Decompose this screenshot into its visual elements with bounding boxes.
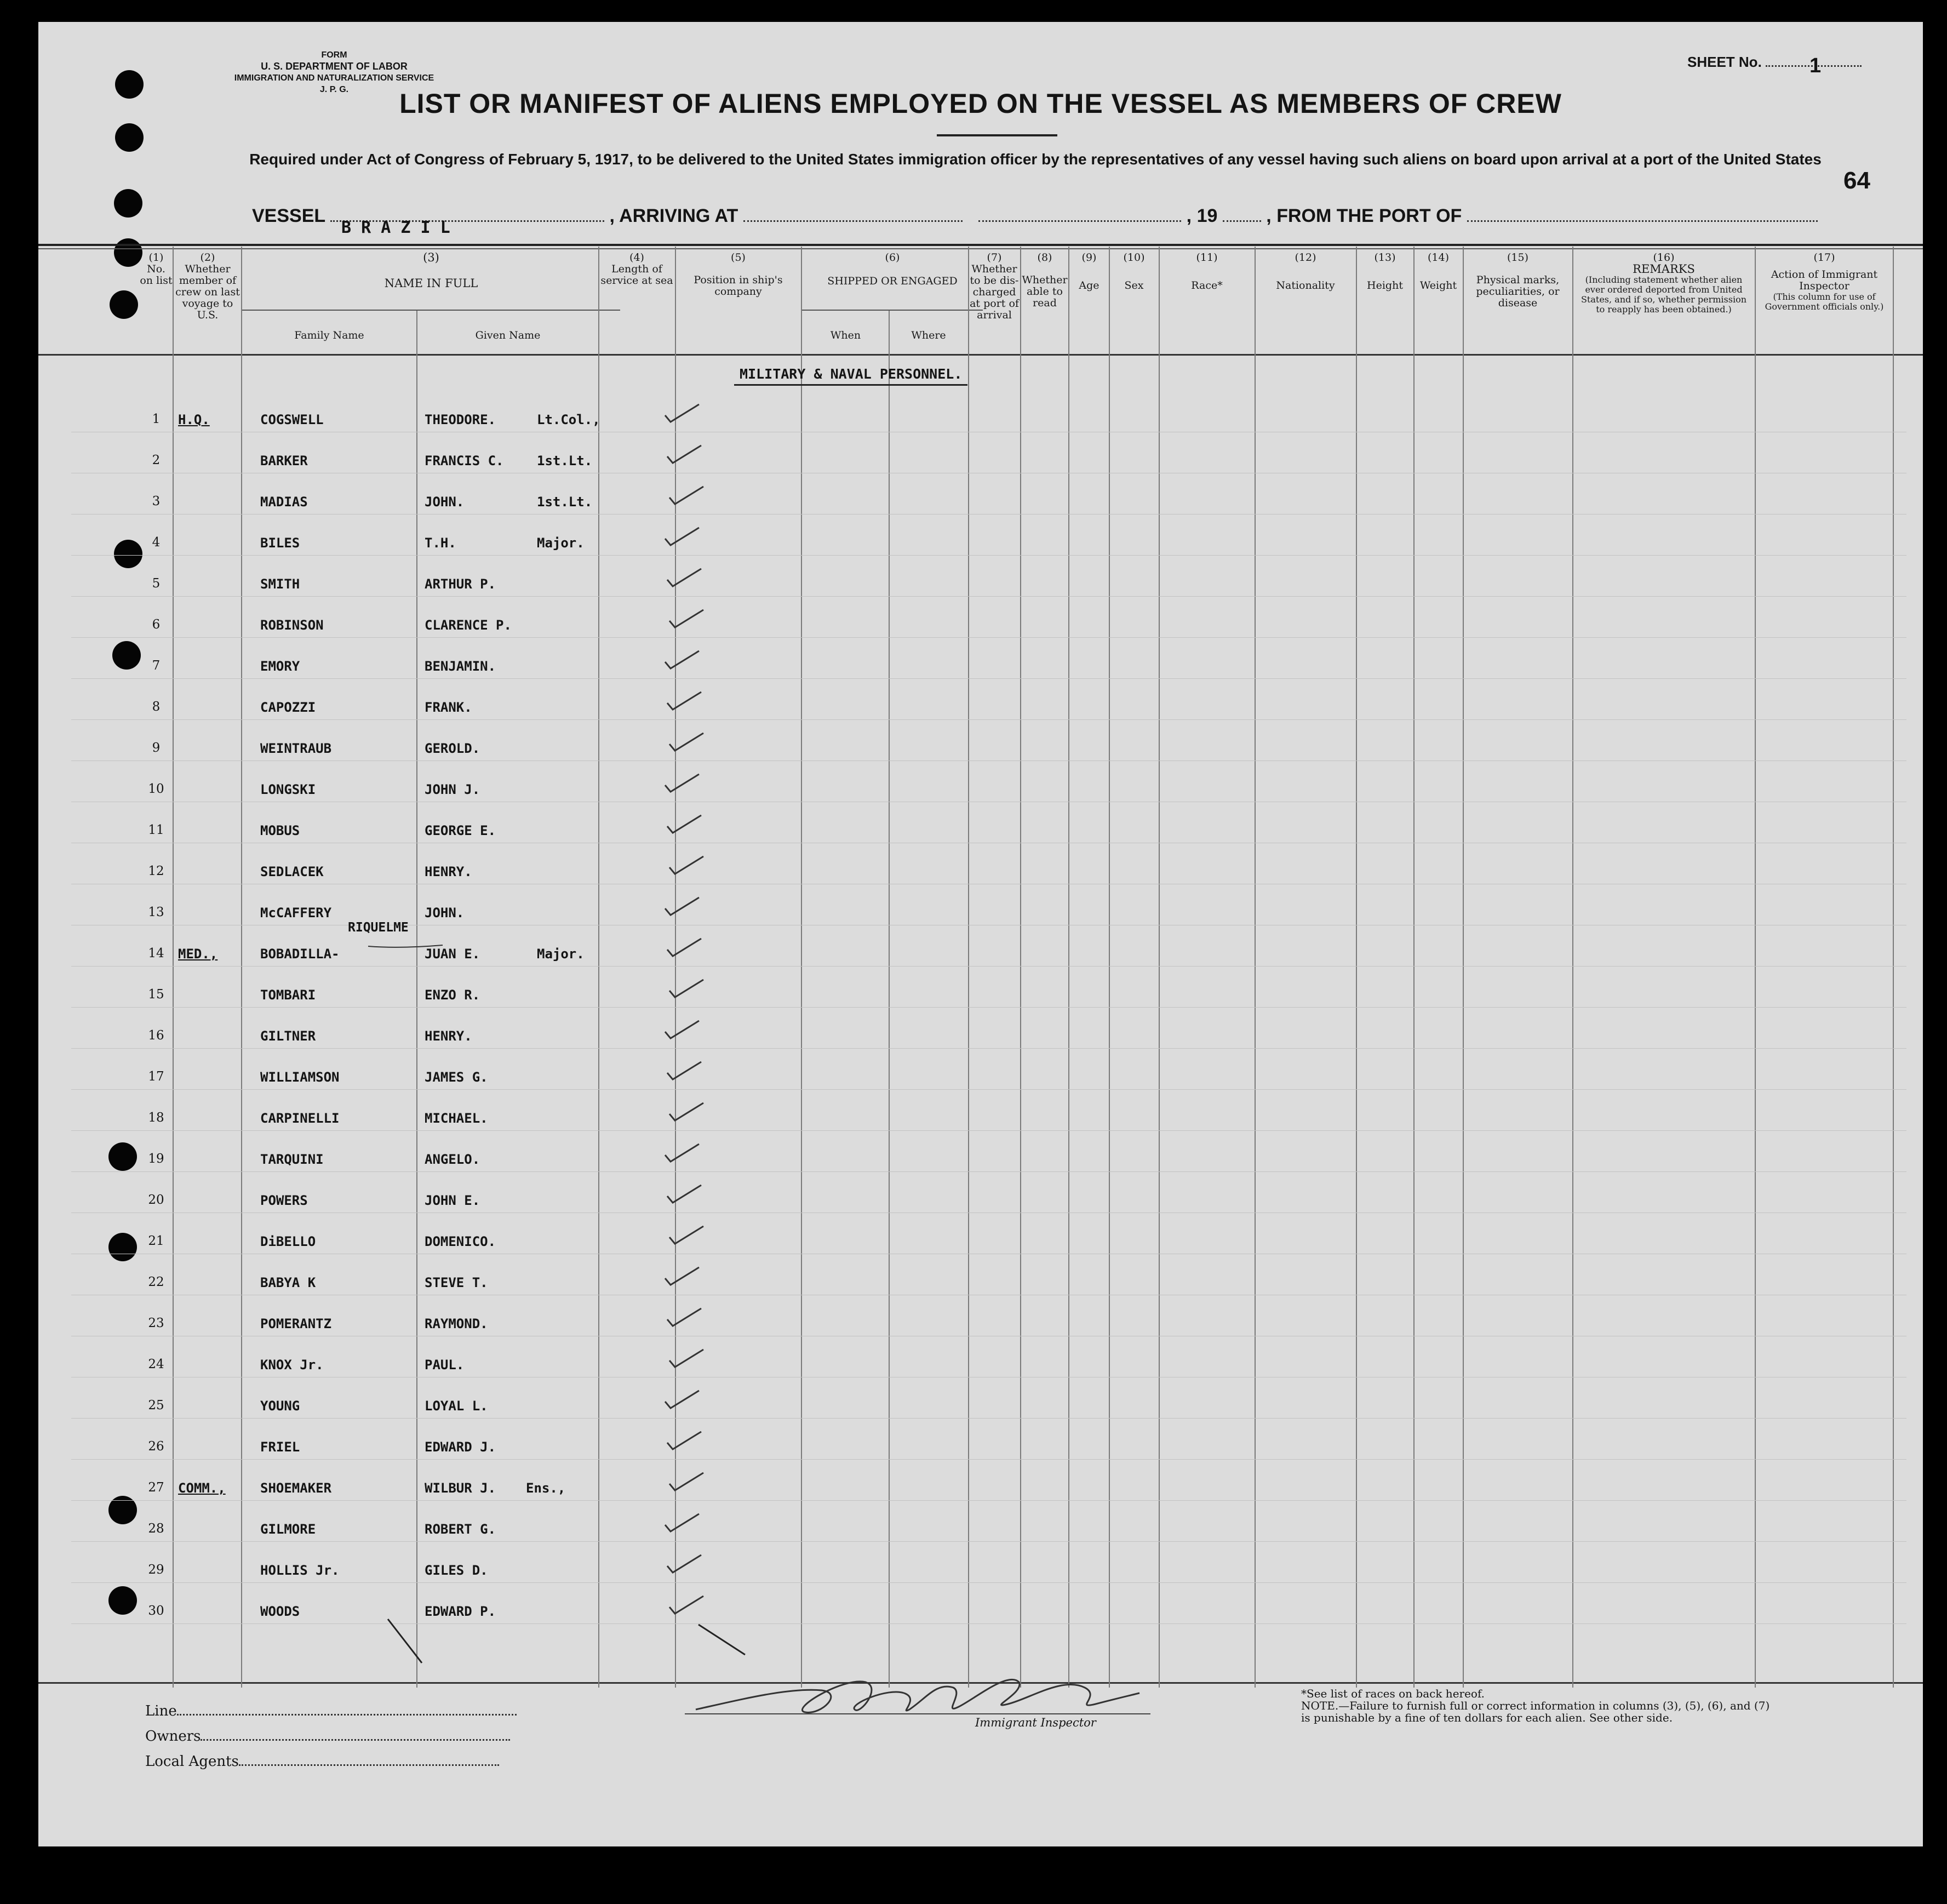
checkmark xyxy=(665,936,703,958)
given-name: FRANK. xyxy=(425,700,472,715)
row-number: 19 xyxy=(148,1152,164,1166)
row-number: 26 xyxy=(148,1439,164,1454)
checkmark xyxy=(667,977,706,999)
service-name: IMMIGRATION AND NATURALIZATION SERVICE xyxy=(234,73,434,83)
checkmark xyxy=(663,1019,701,1040)
given-name: RAYMOND. xyxy=(425,1316,488,1331)
rank: Lt.Col., xyxy=(537,412,600,427)
given-name: LOYAL L. xyxy=(425,1398,488,1414)
family-name: BARKER xyxy=(260,453,308,468)
family-name: McCAFFERY xyxy=(260,905,332,920)
row-rule xyxy=(71,1130,1906,1131)
row-rule xyxy=(71,1582,1906,1583)
given-name: FRANCIS C. xyxy=(425,453,504,468)
family-name: CAPOZZI xyxy=(260,700,316,715)
family-name: SEDLACEK xyxy=(260,864,324,879)
col-header-8: (8) Whether able to read xyxy=(1022,251,1068,309)
row-rule xyxy=(71,1048,1906,1049)
row-rule xyxy=(71,719,1906,720)
row-rule xyxy=(71,1459,1906,1460)
row-number: 17 xyxy=(148,1070,164,1084)
inspector-label: Immigrant Inspector xyxy=(975,1716,1096,1729)
row-number: 18 xyxy=(148,1111,164,1125)
checkmark xyxy=(665,1553,703,1575)
given-name: THEODORE. xyxy=(425,412,496,427)
row-number: 2 xyxy=(152,453,161,467)
given-name: GILES D. xyxy=(425,1563,488,1578)
punch-hole xyxy=(115,123,144,152)
inspector-signature xyxy=(679,1666,1161,1731)
arriving-label: , ARRIVING AT xyxy=(609,205,738,226)
row-number: 30 xyxy=(148,1604,164,1618)
rank: Major. xyxy=(537,535,585,551)
punch-hole xyxy=(110,290,138,319)
checkmark xyxy=(663,525,701,547)
pen-stroke xyxy=(696,1622,751,1660)
col-header-family: Family Name xyxy=(294,329,364,341)
sheet-label: SHEET No. xyxy=(1687,54,1762,70)
checkmark xyxy=(663,895,701,917)
col-header-16: (16) REMARKS (Including statement whether alien ever ordered deported from United States, and if so, whether permission to reapply has been obtained.) xyxy=(1580,251,1747,315)
punch-hole xyxy=(114,540,142,568)
given-name: JOHN. xyxy=(425,494,465,510)
checkmark xyxy=(667,854,706,876)
checkmark xyxy=(663,1512,701,1534)
family-name: WILLIAMSON xyxy=(260,1070,340,1085)
punch-hole xyxy=(114,238,142,267)
row-rule xyxy=(71,637,1906,638)
page-subtitle: Required under Act of Congress of February 5, 1917, to be delivered to the United States immigration officer by the representatives of any vessel having such aliens on board upon arrival at a port of the United States xyxy=(249,151,1822,168)
given-name: DOMENICO. xyxy=(425,1234,496,1249)
col-header-3: (3) NAME IN FULL xyxy=(384,251,478,290)
header-top-rule-2 xyxy=(38,248,1923,249)
given-name: JOHN. xyxy=(425,905,465,920)
sheet-number: 1 xyxy=(1809,54,1822,77)
local-agents-label: Local Agents xyxy=(145,1753,239,1770)
col-header-4: (4) Length of service at sea xyxy=(600,251,673,287)
family-name: SMITH xyxy=(260,576,300,592)
col-header-1: (1) No. on list xyxy=(140,251,173,287)
department-name: U. S. DEPARTMENT OF LABOR xyxy=(261,61,408,72)
family-name: WEINTRAUB xyxy=(260,741,332,756)
manifest-page xyxy=(38,22,1923,1846)
family-name: CARPINELLI xyxy=(260,1111,340,1126)
col-header-5: (5) Position in ship's company xyxy=(694,251,783,298)
header-bottom-rule xyxy=(38,354,1923,356)
from-port-label: , FROM THE PORT OF xyxy=(1266,205,1462,226)
row-rule xyxy=(71,555,1906,556)
rank: Major. xyxy=(537,946,585,962)
rank: 1st.Lt. xyxy=(537,453,593,468)
section-heading: MILITARY & NAVAL PERSONNEL. xyxy=(734,366,967,386)
row-rule xyxy=(71,678,1906,679)
given-name: HENRY. xyxy=(425,864,472,879)
row-number: 20 xyxy=(148,1193,164,1207)
given-name: ARTHUR P. xyxy=(425,576,496,592)
row-rule xyxy=(71,1171,1906,1172)
row14-annotation: RIQUELME xyxy=(348,920,409,935)
col-header-12: (12) Nationality xyxy=(1276,251,1335,291)
form-label: FORM xyxy=(321,50,347,60)
punch-hole xyxy=(108,1586,137,1615)
given-name: JAMES G. xyxy=(425,1070,488,1085)
sheet-number-field xyxy=(1687,54,1862,77)
family-name: COGSWELL xyxy=(260,412,324,427)
vessel-name: B R A Z I L xyxy=(341,218,450,237)
row-number: 28 xyxy=(148,1522,164,1536)
checkmark xyxy=(665,1430,703,1451)
given-name: JOHN J. xyxy=(425,782,480,797)
checkmark xyxy=(663,1388,701,1410)
row-number: 24 xyxy=(148,1357,164,1371)
row-number: 4 xyxy=(152,535,161,550)
col-header-9: (9) Age xyxy=(1079,251,1100,291)
checkmark xyxy=(667,1594,706,1616)
family-name: TARQUINI xyxy=(260,1152,324,1167)
checkmark xyxy=(665,690,703,712)
race-note: *See list of races on back hereof. xyxy=(1301,1687,1485,1700)
row-group: COMM., xyxy=(178,1480,226,1496)
row-rule xyxy=(71,966,1906,967)
family-name: POMERANTZ xyxy=(260,1316,332,1331)
row-group: MED., xyxy=(178,946,218,962)
family-name: KNOX Jr. xyxy=(260,1357,324,1373)
checkmark xyxy=(667,1224,706,1246)
row-number: 3 xyxy=(152,494,161,508)
col-header-given: Given Name xyxy=(475,329,541,341)
col-header-10: (10) Sex xyxy=(1123,251,1145,291)
row-number: 29 xyxy=(148,1563,164,1577)
family-name: SHOEMAKER xyxy=(260,1480,332,1496)
fine-note: NOTE.—Failure to furnish full or correct information in columns (3), (5), (6), and (7) is punishable by a fine of ten dollars for each alien. See other side. xyxy=(1301,1699,1770,1724)
family-name: DiBELLO xyxy=(260,1234,316,1249)
checkmark xyxy=(665,813,703,835)
family-name: MADIAS xyxy=(260,494,308,510)
pen-stroke xyxy=(383,1616,427,1666)
given-name: GEORGE E. xyxy=(425,823,496,838)
col-header-where: Where xyxy=(911,329,946,341)
family-name: BILES xyxy=(260,535,300,551)
row-number: 10 xyxy=(148,782,164,796)
row-number: 5 xyxy=(152,576,161,591)
checkmark xyxy=(667,1347,706,1369)
punch-hole xyxy=(108,1142,137,1171)
checkmark xyxy=(663,649,701,671)
family-name: BOBADILLA- xyxy=(260,946,340,962)
family-name: GILMORE xyxy=(260,1522,316,1537)
given-name: JUAN E. xyxy=(425,946,480,962)
row-number: 23 xyxy=(148,1316,164,1330)
row-rule xyxy=(71,1500,1906,1501)
family-name: ROBINSON xyxy=(260,617,324,633)
row-number: 8 xyxy=(152,700,161,714)
annotation-stroke xyxy=(367,934,444,951)
given-name: PAUL. xyxy=(425,1357,465,1373)
family-name: FRIEL xyxy=(260,1439,300,1455)
family-name: HOLLIS Jr. xyxy=(260,1563,340,1578)
family-name: YOUNG xyxy=(260,1398,300,1414)
row-number: 16 xyxy=(148,1028,164,1043)
row-number: 14 xyxy=(148,946,164,960)
owners-label: Owners xyxy=(145,1728,201,1745)
col-header-2: (2) Whether member of crew on last voyage to U.S. xyxy=(175,251,240,321)
punch-hole xyxy=(114,189,142,218)
rank: 1st.Lt. xyxy=(537,494,593,510)
rank: Ens., xyxy=(526,1480,566,1496)
checkmark xyxy=(665,1306,703,1328)
checkmark xyxy=(667,731,706,753)
given-name: MICHAEL. xyxy=(425,1111,488,1126)
punch-hole xyxy=(112,641,141,670)
footer-note xyxy=(1301,1688,1778,1724)
footer-agents xyxy=(145,1699,517,1774)
header-top-rule xyxy=(38,244,1923,246)
row-rule xyxy=(71,596,1906,597)
family-name: EMORY xyxy=(260,659,300,674)
checkmark xyxy=(667,1471,706,1493)
given-name: BENJAMIN. xyxy=(425,659,496,674)
year-label: , 19 xyxy=(1186,205,1218,226)
row-number: 7 xyxy=(152,659,161,673)
given-name: EDWARD J. xyxy=(425,1439,496,1455)
checkmark xyxy=(665,1060,703,1082)
family-name: BABYA K xyxy=(260,1275,316,1290)
row-number: 11 xyxy=(148,823,164,837)
vessel-line xyxy=(252,205,1818,237)
col-header-15: (15) Physical marks, peculiarities, or disease xyxy=(1476,251,1560,309)
checkmark xyxy=(663,1265,701,1287)
checkmark xyxy=(665,443,703,465)
checkmark xyxy=(665,1183,703,1205)
given-name: HENRY. xyxy=(425,1028,472,1044)
family-name: WOODS xyxy=(260,1604,300,1619)
row-number: 13 xyxy=(148,905,164,919)
col-header-13: (13) Height xyxy=(1367,251,1403,291)
page-title: LIST OR MANIFEST OF ALIENS EMPLOYED ON THE VESSEL AS MEMBERS OF CREW xyxy=(399,88,1562,119)
col-header-11: (11) Race* xyxy=(1191,251,1223,291)
row-number: 9 xyxy=(152,741,161,755)
col-header-when: When xyxy=(830,329,861,341)
row-number: 6 xyxy=(152,617,161,632)
given-name: ENZO R. xyxy=(425,987,480,1003)
checkmark xyxy=(665,567,703,588)
given-name: CLARENCE P. xyxy=(425,617,512,633)
checkmark xyxy=(663,1142,701,1164)
row-rule xyxy=(71,1007,1906,1008)
row-rule xyxy=(71,1623,1906,1624)
line-label: Line xyxy=(145,1703,177,1719)
row-rule xyxy=(71,1418,1906,1419)
family-name: POWERS xyxy=(260,1193,308,1208)
given-name: ANGELO. xyxy=(425,1152,480,1167)
row-number: 15 xyxy=(148,987,164,1002)
given-name: GEROLD. xyxy=(425,741,480,756)
given-name: JOHN E. xyxy=(425,1193,480,1208)
checkmark xyxy=(663,402,701,424)
checkmark xyxy=(667,484,706,506)
row-number: 21 xyxy=(148,1234,164,1248)
checkmark xyxy=(667,1101,706,1123)
row-number: 12 xyxy=(148,864,164,878)
col-header-14: (14) Weight xyxy=(1419,251,1457,291)
col-header-6: (6) SHIPPED OR ENGAGED xyxy=(827,251,958,287)
family-name: LONGSKI xyxy=(260,782,316,797)
row-rule xyxy=(71,1089,1906,1090)
vessel-label: VESSEL xyxy=(252,205,325,226)
row-group: H.Q. xyxy=(178,412,210,427)
family-name: GILTNER xyxy=(260,1028,316,1044)
row-number: 1 xyxy=(152,412,161,426)
col-header-7: (7) Whether to be dis-charged at port of arrival xyxy=(970,251,1019,321)
given-name: EDWARD P. xyxy=(425,1604,496,1619)
row-number: 27 xyxy=(148,1480,164,1495)
given-name: T.H. xyxy=(425,535,456,551)
row-number: 25 xyxy=(148,1398,164,1413)
family-name: TOMBARI xyxy=(260,987,316,1003)
given-name: ROBERT G. xyxy=(425,1522,496,1537)
checkmark xyxy=(667,608,706,630)
given-name: WILBUR J. xyxy=(425,1480,496,1496)
form-code: J. P. G. xyxy=(319,85,349,94)
title-rule xyxy=(937,134,1057,136)
row-rule xyxy=(71,1541,1906,1542)
punch-hole xyxy=(108,1233,137,1261)
row-number: 22 xyxy=(148,1275,164,1289)
checkmark xyxy=(663,772,701,794)
family-name: MOBUS xyxy=(260,823,300,838)
given-name: STEVE T. xyxy=(425,1275,488,1290)
page-number: 64 xyxy=(1843,167,1870,194)
col-header-17: (17) Action of Immigrant Inspector (This column for use of Government officials only.) xyxy=(1765,251,1884,312)
